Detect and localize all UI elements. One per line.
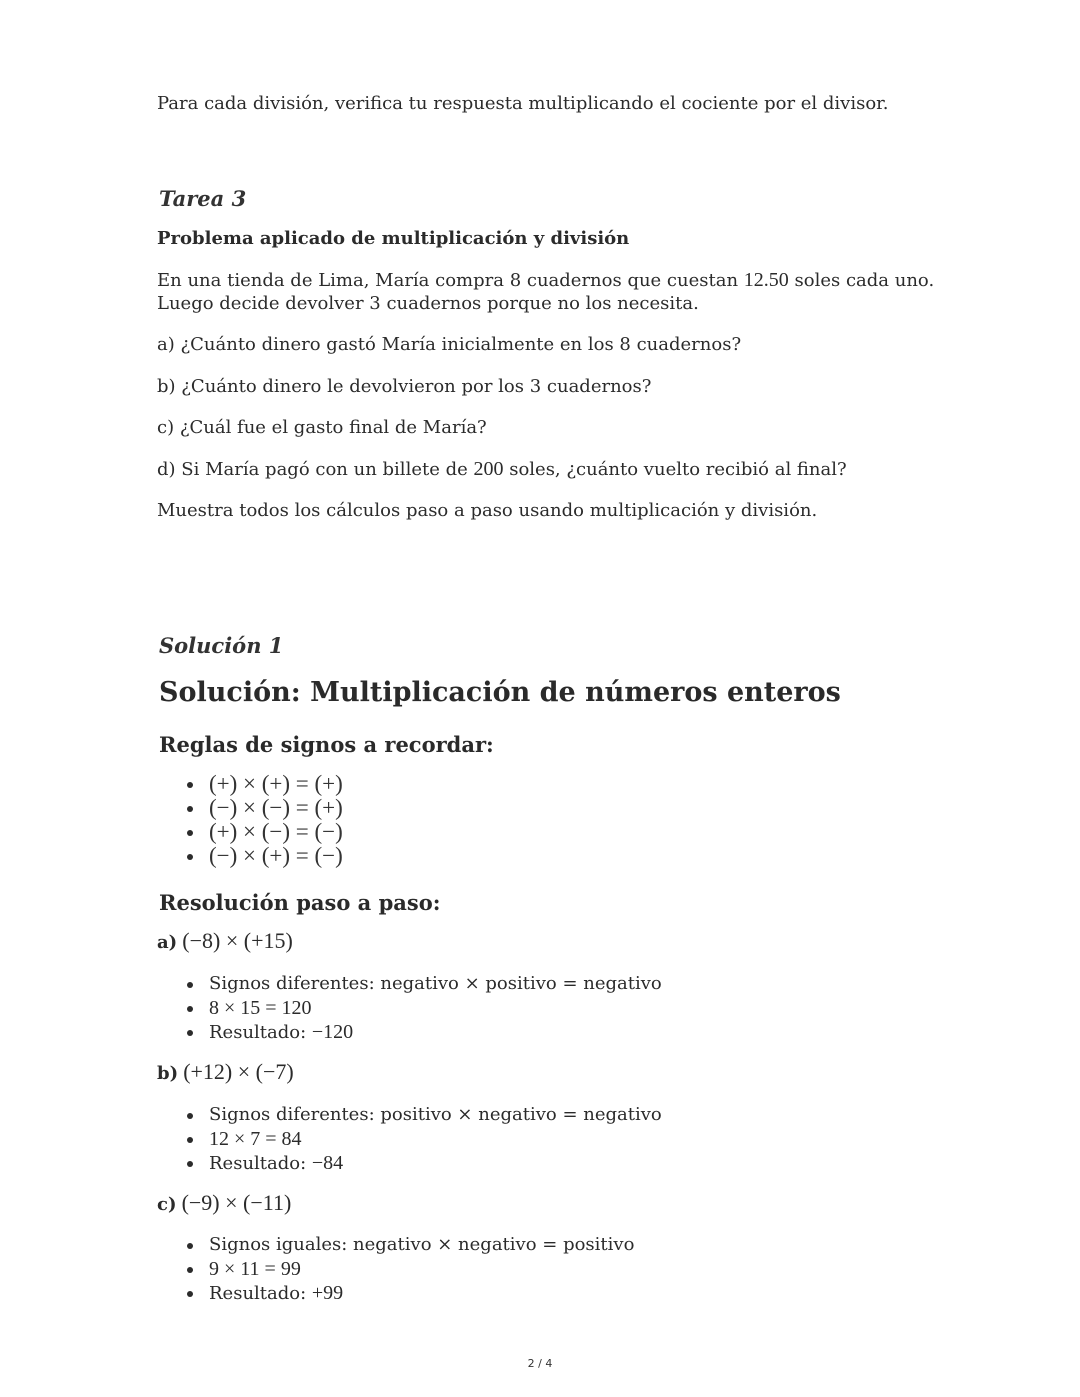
page-number: 2 / 4 bbox=[527, 1357, 553, 1370]
part-c-steps bbox=[157, 1233, 634, 1305]
paragraph-text: En una tienda de Lima, María compra 8 cuadernos que cuestan bbox=[157, 270, 744, 291]
calculation: 12 × 7 = 84 bbox=[209, 1128, 302, 1150]
part-c-expression bbox=[157, 1190, 291, 1217]
step-sign-rule: Signos diferentes: negativo × positivo = negativo bbox=[157, 972, 662, 996]
calculation: 9 × 11 = 99 bbox=[209, 1258, 301, 1280]
part-label: c) bbox=[157, 1194, 177, 1215]
question-text: soles, ¿cuánto vuelto recibió al final? bbox=[503, 459, 847, 480]
task-paragraph-line1 bbox=[157, 268, 934, 293]
steps-heading: Resolución paso a paso: bbox=[159, 890, 441, 915]
expression: (−9) × (−11) bbox=[181, 1190, 292, 1215]
expression: (+12) × (−7) bbox=[183, 1059, 294, 1084]
step-calculation bbox=[157, 1257, 634, 1281]
part-a-expression bbox=[157, 928, 293, 955]
step-calculation bbox=[157, 996, 662, 1020]
question-a: a) ¿Cuánto dinero gastó María inicialmente en los 8 cuadernos? bbox=[157, 334, 742, 355]
intro-instruction: Para cada división, verifica tu respuesta multiplicando el cociente por el divisor. bbox=[157, 93, 889, 114]
task-closing: Muestra todos los cálculos paso a paso usando multiplicación y división. bbox=[157, 500, 818, 521]
question-c: c) ¿Cuál fue el gasto final de María? bbox=[157, 417, 487, 438]
part-b-steps bbox=[157, 1103, 662, 1175]
part-a-steps bbox=[157, 972, 662, 1044]
task-title: Tarea 3 bbox=[159, 186, 247, 211]
sign-rule: (−) × (+) = (−) bbox=[157, 844, 343, 868]
part-b-expression bbox=[157, 1059, 294, 1086]
paragraph-text: soles cada uno. bbox=[788, 270, 935, 291]
bill-value: 200 bbox=[473, 458, 504, 480]
result-label: Resultado: bbox=[209, 1283, 312, 1304]
solution-title: Solución 1 bbox=[159, 633, 284, 658]
part-label: b) bbox=[157, 1063, 179, 1084]
step-result bbox=[157, 1151, 662, 1175]
task-heading: Problema aplicado de multiplicación y división bbox=[157, 228, 630, 249]
calculation: 8 × 15 = 120 bbox=[209, 997, 312, 1019]
step-sign-rule: Signos diferentes: positivo × negativo = negativo bbox=[157, 1103, 662, 1127]
sign-rules-list bbox=[157, 772, 343, 868]
rules-heading: Reglas de signos a recordar: bbox=[159, 732, 494, 757]
step-result bbox=[157, 1281, 634, 1305]
result-value: +99 bbox=[311, 1282, 344, 1304]
sign-rule: (+) × (−) = (−) bbox=[157, 820, 343, 844]
question-b: b) ¿Cuánto dinero le devolvieron por los 3 cuadernos? bbox=[157, 376, 652, 397]
sign-rule: (+) × (+) = (+) bbox=[157, 772, 343, 796]
step-calculation bbox=[157, 1127, 662, 1151]
expression: (−8) × (+15) bbox=[182, 928, 293, 953]
sign-rule: (−) × (−) = (+) bbox=[157, 796, 343, 820]
part-label: a) bbox=[157, 932, 178, 953]
step-result bbox=[157, 1020, 662, 1044]
task-paragraph-line2: Luego decide devolver 3 cuadernos porque no los necesita. bbox=[157, 293, 699, 314]
question-text: d) Si María pagó con un billete de bbox=[157, 459, 474, 480]
result-label: Resultado: bbox=[209, 1153, 312, 1174]
solution-heading: Solución: Multiplicación de números enteros bbox=[159, 677, 841, 708]
result-value: −120 bbox=[311, 1021, 354, 1043]
question-d bbox=[157, 457, 847, 482]
price-value: 12.50 bbox=[743, 269, 789, 291]
result-value: −84 bbox=[311, 1152, 344, 1174]
step-sign-rule: Signos iguales: negativo × negativo = positivo bbox=[157, 1233, 634, 1257]
result-label: Resultado: bbox=[209, 1022, 312, 1043]
